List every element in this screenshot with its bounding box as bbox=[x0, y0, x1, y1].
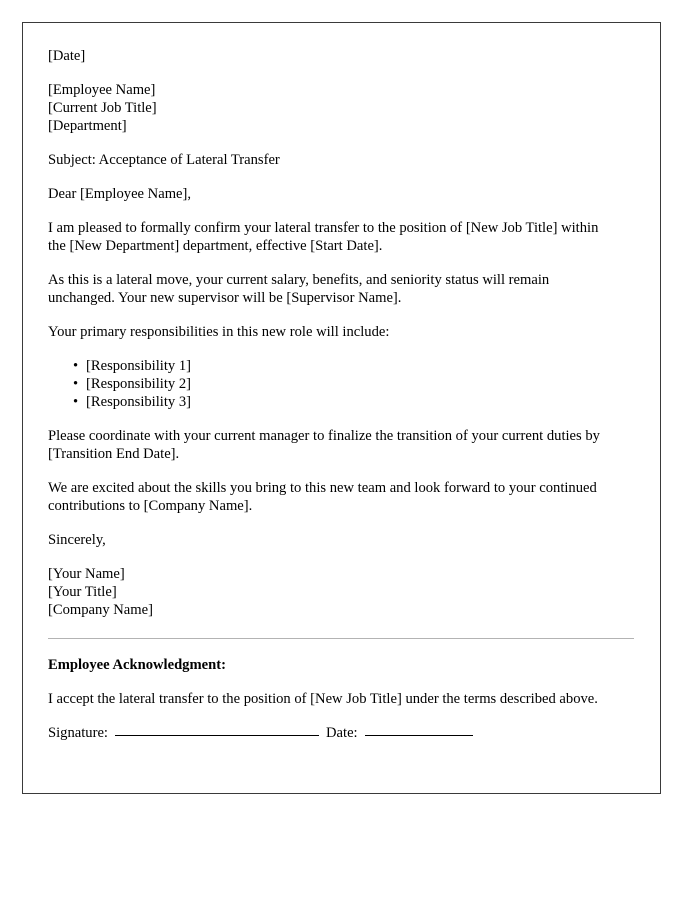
responsibilities-list bbox=[48, 357, 634, 411]
section-divider bbox=[48, 638, 634, 639]
acknowledgment-heading: Employee Acknowledgment: bbox=[48, 657, 226, 673]
sender-name: [Your Name] bbox=[48, 566, 125, 582]
date-input-line[interactable] bbox=[365, 735, 473, 736]
recipient-block bbox=[48, 81, 634, 135]
salutation: Dear [Employee Name], bbox=[48, 186, 192, 202]
list-item: • [Responsibility 1] bbox=[86, 357, 634, 375]
signature-input-line[interactable] bbox=[115, 735, 319, 736]
recipient-job-title: [Current Job Title] bbox=[48, 100, 157, 116]
paragraph-lateral-move-terms: As this is a lateral move, your current salary, benefits, and seniority status will remain unchanged. Your new supervisor will be [Supervisor Name]. bbox=[48, 272, 550, 306]
date-line: [Date] bbox=[48, 48, 86, 64]
recipient-employee-name: [Employee Name] bbox=[48, 82, 156, 98]
date-label: Date: bbox=[326, 725, 358, 741]
sender-company: [Company Name] bbox=[48, 602, 153, 618]
signature-date-row bbox=[48, 724, 634, 742]
date-block bbox=[48, 47, 634, 65]
list-item: • [Responsibility 3] bbox=[86, 393, 634, 411]
closing-salutation: Sincerely, bbox=[48, 532, 106, 548]
paragraph-responsibilities-intro: Your primary responsibilities in this new role will include: bbox=[48, 324, 390, 340]
document-content bbox=[23, 23, 660, 742]
sender-signature-block bbox=[48, 565, 634, 619]
document-page bbox=[22, 22, 661, 794]
subject-line: Subject: Acceptance of Lateral Transfer bbox=[48, 152, 280, 168]
acknowledgment-statement: I accept the lateral transfer to the position of [New Job Title] under the terms described above. bbox=[48, 691, 598, 707]
paragraph-transfer-confirmation: I am pleased to formally confirm your lateral transfer to the position of [New Job Title] within the [New Department] department, effective [Start Date]. bbox=[48, 220, 599, 254]
letter-body bbox=[48, 47, 634, 742]
recipient-department: [Department] bbox=[48, 118, 127, 134]
list-item: • [Responsibility 2] bbox=[86, 375, 634, 393]
signature-label: Signature: bbox=[48, 725, 108, 741]
paragraph-transition-coordination: Please coordinate with your current manager to finalize the transition of your current duties by [Transition End Date]. bbox=[48, 428, 600, 462]
paragraph-closing-remarks: We are excited about the skills you bring to this new team and look forward to your continued contributions to [Company Name]. bbox=[48, 480, 597, 514]
sender-title: [Your Title] bbox=[48, 584, 117, 600]
